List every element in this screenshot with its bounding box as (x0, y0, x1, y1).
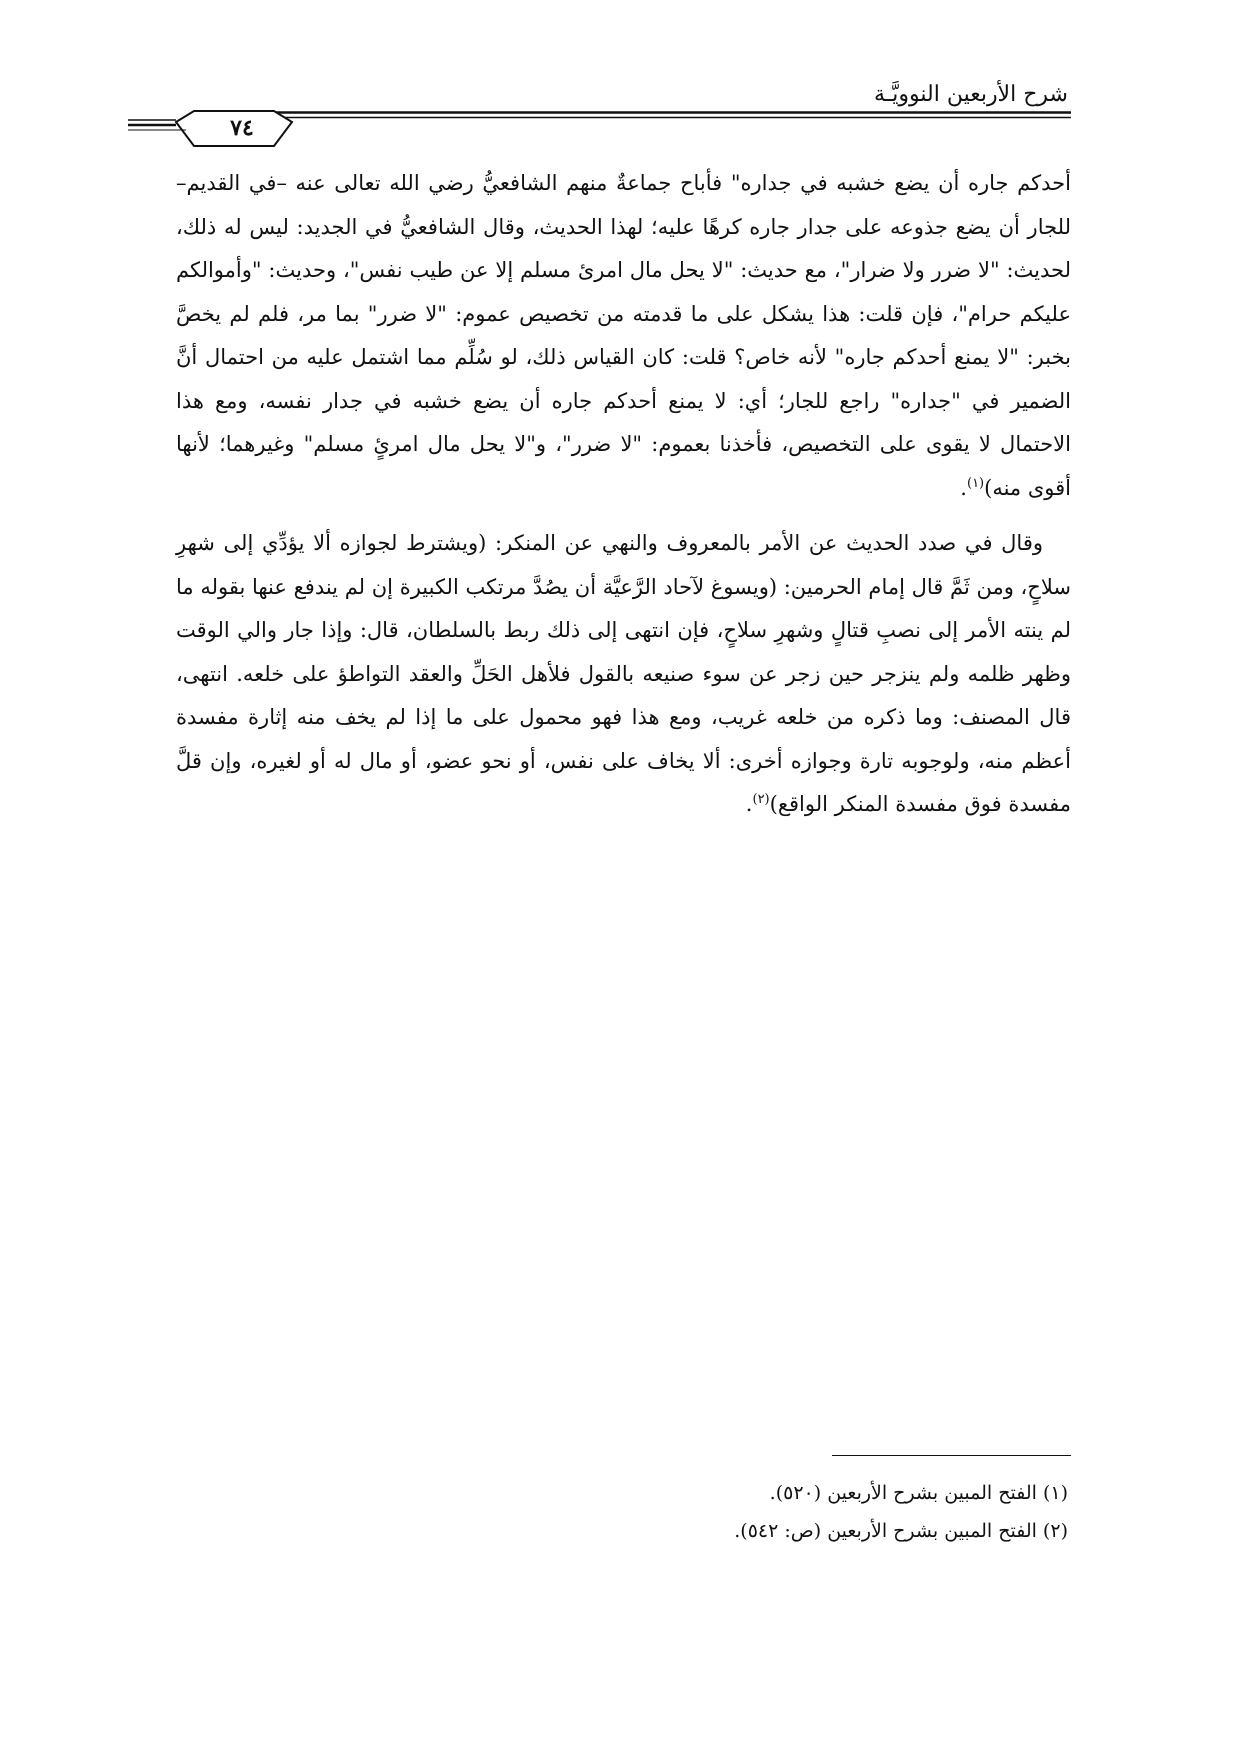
paragraph-1-end: . (960, 475, 967, 500)
paragraph-2-end: . (745, 792, 753, 816)
paragraph-2-text: وقال في صدد الحديث عن الأمر بالمعروف والنهي عن المنكر: (ويشترط لجوازه ألا يؤدِّي إلى شهرِ سلاحٍ، ومن ثَمَّ قال إمام الحرمين: (ويسوغ لآحاد الرَّعيَّة أن يصُدَّ مرتكب الكبيرة إن لم يندفع عنها بقوله ما لم ينته الأمر إلى نصبِ قتالٍ وشهرِ سلاحٍ، فإن انتهى إلى ذلك ربط بالسلطان، قال: وإذا جار والي الوقت وظهر ظلمه ولم ينزجر حين زجر عن سوء صنيعه بالقول فلأهل الحَلِّ والعقد التواطؤ على خلعه. انتهى، قال المصنف: وما ذكره من خلعه غريب، ومع هذا فهو محمول على ما إذا لم يخف منه إثارة مفسدة أعظم منه، ولوجوبه تارة وجوازه أخرى: ألا يخاف على نفس، أو نحو عضو، أو مال له أو لغيره، وإن قلَّ مفسدة فوق مفسدة المنكر الواقع) (176, 531, 1071, 816)
footnote-2: (٢) الفتح المبين بشرح الأربعين (ص: ٥٤٢). (734, 1520, 1068, 1542)
footnote-separator (832, 1455, 1071, 1456)
footnote-ref-2[interactable]: (٢) (752, 792, 770, 807)
body-text (176, 162, 1071, 827)
page-number: ٧٤ (230, 115, 254, 141)
footnote-ref-1[interactable]: (١) (966, 475, 985, 491)
paragraph-2 (176, 522, 1071, 827)
paragraph-1 (176, 162, 1071, 510)
footnotes (468, 1474, 1068, 1550)
paragraph-1-text: أحدكم جاره أن يضع خشبه في جداره" فأباح جماعةٌ منهم الشافعيُّ رضي الله تعالى عنه –في القديم– للجار أن يضع جذوعه على جدار جاره كرهًا عليه؛ لهذا الحديث، وقال الشافعيُّ في الجديد: ليس له ذلك، لحديث: "لا ضرر ولا ضرار"، مع حديث: "لا يحل مال امرئ مسلم إلا عن طيب نفس"، وحديث: "وأموالكم عليكم حرام"، فإن قلت: هذا يشكل على ما قدمته من تخصيص عموم: "لا ضرر" بما مر، فلم لم يخصَّ بخبر: "لا يمنع أحدكم جاره" لأنه خاص؟ قلت: كان القياس ذلك، لو سُلِّم مما اشتمل عليه من احتمال أنَّ الضمير في "جداره" راجع للجار؛ أي: لا يمنع أحدكم جاره أن يضع خشبه في جدار نفسه، ومع هذا الاحتمال لا يقوى على التخصيص، فأخذنا بعموم: "لا ضرر"، و"لا يحل مال امرئٍ مسلم" وغيرهما؛ لأنها أقوى منه) (176, 171, 1071, 500)
running-header-title: شرح الأربعين النوويَّـة (874, 82, 1068, 107)
footnote-1: (١) الفتح المبين بشرح الأربعين (٥٢٠). (769, 1482, 1068, 1504)
